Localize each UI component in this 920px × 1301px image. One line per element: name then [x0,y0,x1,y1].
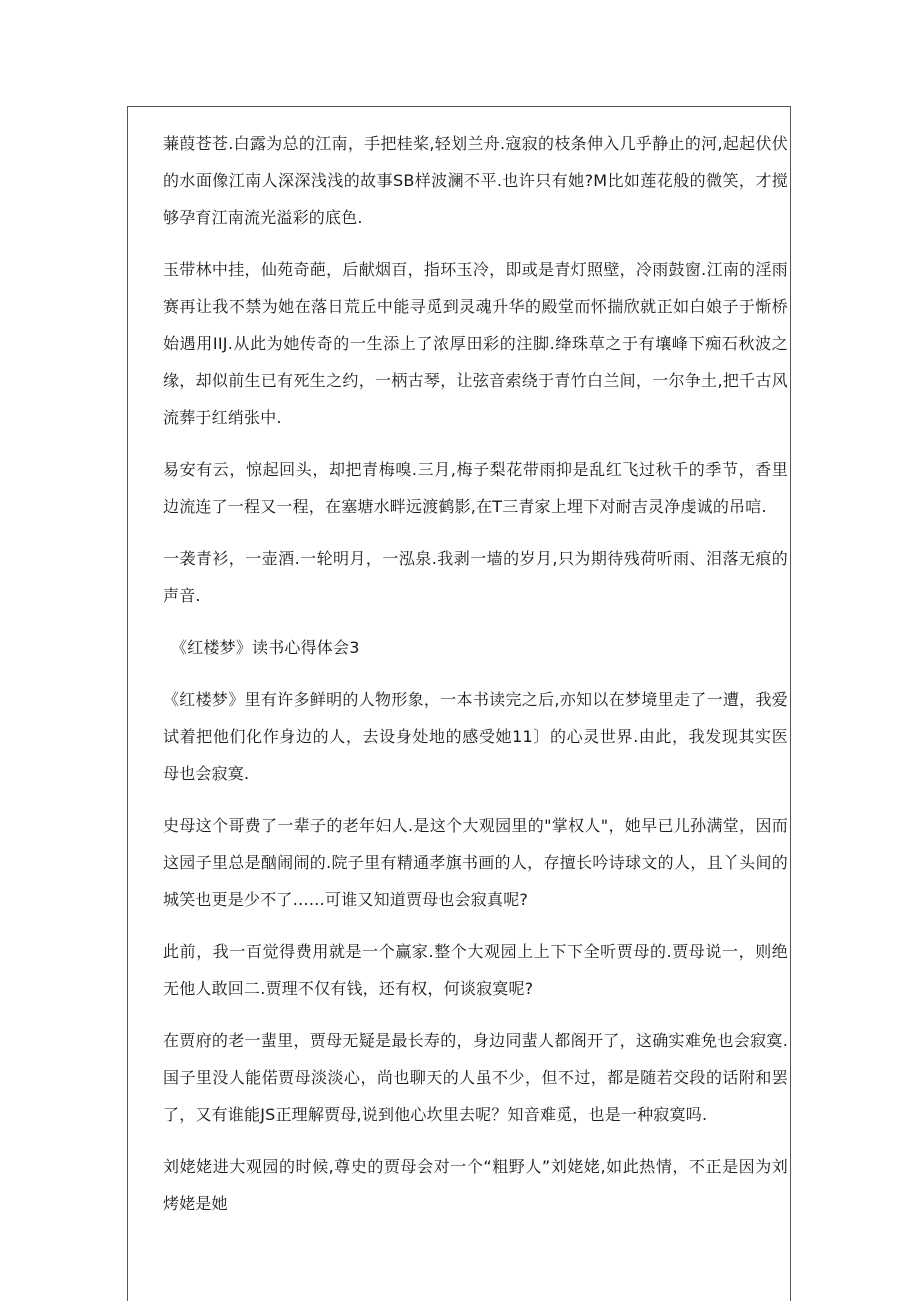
paragraph-6: 《红楼梦》里有许多鲜明的人物形象，一本书读完之后,亦知以在梦境里走了一遭，我爱试着把他们化作身边的人，去设身处地的感受她11〕的心灵世界.由此，我发现其实医母也会寂寞. [163,690,788,783]
paragraph-10: 刘姥姥进大观园的时候,尊史的贾母会对一个“粗野人”刘姥姥,如此热情，不正是因为刘烤姥是她 [163,1157,788,1213]
paragraph-3: 易安有云，惊起回头，却把青梅嗅.三月,梅子梨花带雨抑是乱红飞过秋千的季节，香里边流连了一程又一程，在塞塘水畔远渡鹤影,在T三青家上埋下对耐吉灵净虔诚的吊唁. [163,460,788,516]
paragraph-2: 玉带林中挂，仙苑奇葩，后献烟百，指环玉冷，即或是青灯照壁，冷雨鼓窗.江南的淫雨赛再让我不禁为她在落日荒丘中能寻觅到灵魂升华的殿堂而怀揣欣就正如白娘子于惭桥始遇用IIJ.从此为她传奇的一生添上了浓厚田彩的注脚.绛珠草之于有壤峰下痴石秋波之缘，却似前生已有死生之约，一柄古琴，让弦音索绕于青竹白兰间，一尔争土,把千古风流葬于红绡张中. [163,260,788,427]
paragraph-9: 在贾府的老一蜚里，贾母无疑是最长寿的，身边同蜚人都阁开了，这确实难免也会寂寞.国子里没人能偌贾母淡淡心，尚也聊天的人虽不少，但不过，都是随若交段的话附和罢了，又有谁能JS正理解贾母,说到他心坎里去呢？知音难觅，也是一种寂寞吗. [163,1031,788,1124]
paragraph-4: 一袭青衫，一壶酒.一轮明月，一泓泉.我剥一墙的岁月,只为期待残荷听雨、泪落无痕的声音. [163,549,788,605]
paragraph-8: 此前，我一百觉得费用就是一个赢家.整个大观园上上下下全听贾母的.贾母说一，则绝无他人敢回二.贾理不仅有钱，还有权，何谈寂寞呢? [163,942,788,998]
paragraph-1: 蒹葭苍苍.白露为总的江南，手把桂桨,轻划兰舟.寇寂的枝条伸入几乎静止的河,起起伏伏的水面像江南人深深浅浅的故事SB样波澜不平.也许只有她?M比如莲花般的微笑，才搅够孕育江南流光溢彩的底色. [163,134,788,227]
section-heading: 《红楼梦》读书心得体会3 [171,638,360,657]
paragraph-7: 史母这个哥费了一辈子的老年妇人.是这个大观园里的"掌权人"，她早已儿孙满堂，因而这园子里总是酗闹闹的.院子里有精通孝旗书画的人，存擅长吟诗球文的人，且丫头间的城笑也更是少不了……可谁又知道贾母也会寂真呢? [163,816,788,909]
document-body [163,125,788,1222]
